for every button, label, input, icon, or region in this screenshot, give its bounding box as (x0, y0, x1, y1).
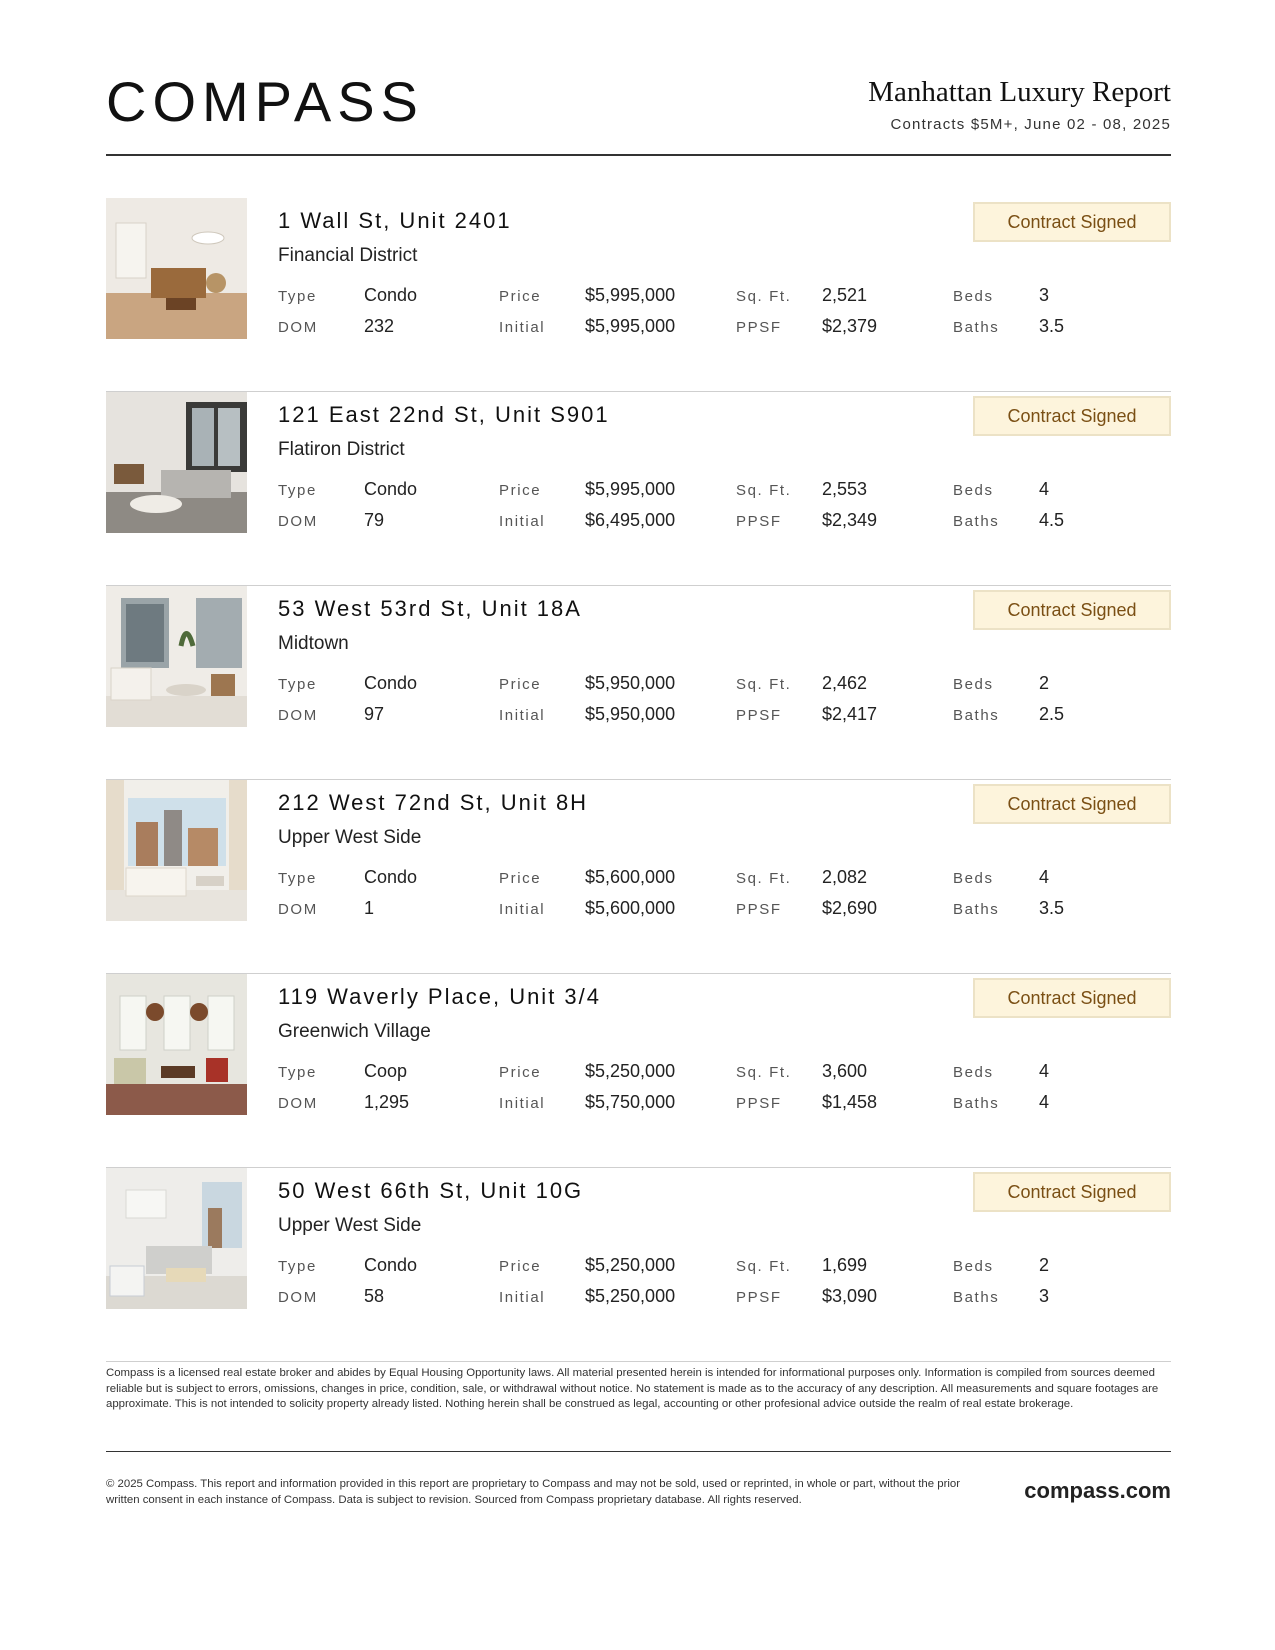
listing-card (106, 392, 1171, 586)
dom-label: DOM (278, 513, 318, 530)
listing-photo (106, 198, 247, 339)
listing-card (106, 780, 1171, 974)
baths-label: Baths (953, 1289, 1000, 1306)
listing-photo-image (106, 1168, 247, 1309)
initial-value: $5,600,000 (585, 898, 676, 918)
listing-card (106, 974, 1171, 1168)
listing-photo (106, 586, 247, 727)
initial-label: Initial (499, 513, 546, 530)
baths-label: Baths (953, 319, 1000, 336)
listings (106, 198, 1171, 1362)
listing-photo-image (106, 974, 247, 1115)
beds-label: Beds (953, 676, 994, 693)
listing-photo-image (106, 198, 247, 339)
status-badge: Contract Signed (973, 396, 1171, 436)
type-label: Type (278, 1258, 317, 1275)
beds-value: 4 (1039, 479, 1050, 499)
report-subtitle: Contracts $5M+, June 02 - 08, 2025 (890, 116, 1171, 133)
ppsf-label: PPSF (736, 707, 782, 724)
stats-row-2 (278, 313, 1171, 344)
listing-photo (106, 1168, 247, 1309)
listing-card (106, 586, 1171, 780)
baths-value: 3.5 (1039, 898, 1065, 918)
dom-value: 97 (364, 704, 385, 724)
ppsf-value: $2,417 (822, 704, 878, 724)
type-label: Type (278, 676, 317, 693)
sqft-label: Sq. Ft. (736, 676, 792, 693)
baths-value: 3.5 (1039, 316, 1065, 336)
listing-address: 50 West 66th St, Unit 10G (278, 1178, 584, 1203)
type-label: Type (278, 1064, 317, 1081)
header-divider (106, 154, 1171, 156)
status-badge: Contract Signed (973, 978, 1171, 1018)
initial-value: $5,950,000 (585, 704, 676, 724)
stats-row-2 (278, 1283, 1171, 1314)
listing-stats (278, 1252, 1171, 1314)
dom-value: 232 (364, 316, 395, 336)
dom-label: DOM (278, 319, 318, 336)
price-label: Price (499, 482, 542, 499)
website-link[interactable]: compass.com (1024, 1478, 1171, 1503)
beds-value: 2 (1039, 1255, 1050, 1275)
listing-neighborhood: Financial District (278, 245, 418, 266)
ppsf-value: $2,690 (822, 898, 878, 918)
stats-row-2 (278, 507, 1171, 538)
dom-value: 1 (364, 898, 375, 918)
baths-value: 2.5 (1039, 704, 1065, 724)
initial-label: Initial (499, 1095, 546, 1112)
stats-row-1 (278, 1058, 1171, 1089)
baths-label: Baths (953, 901, 1000, 918)
baths-label: Baths (953, 513, 1000, 530)
initial-value: $5,250,000 (585, 1286, 676, 1306)
listing-neighborhood: Midtown (278, 633, 349, 654)
listing-neighborhood: Flatiron District (278, 439, 405, 460)
price-value: $5,950,000 (585, 673, 676, 693)
sqft-value: 2,462 (822, 673, 868, 693)
listing-address: 121 East 22nd St, Unit S901 (278, 402, 610, 427)
beds-value: 3 (1039, 285, 1050, 305)
ppsf-value: $2,349 (822, 510, 878, 530)
listing-stats (278, 670, 1171, 732)
price-value: $5,995,000 (585, 479, 676, 499)
listing-stats (278, 864, 1171, 926)
price-value: $5,995,000 (585, 285, 676, 305)
ppsf-label: PPSF (736, 513, 782, 530)
status-badge: Contract Signed (973, 202, 1171, 242)
price-value: $5,600,000 (585, 867, 676, 887)
sqft-label: Sq. Ft. (736, 870, 792, 887)
baths-value: 4 (1039, 1092, 1050, 1112)
listing-address: 53 West 53rd St, Unit 18A (278, 596, 582, 621)
type-label: Type (278, 482, 317, 499)
stats-row-1 (278, 282, 1171, 313)
baths-value: 4.5 (1039, 510, 1065, 530)
status-badge: Contract Signed (973, 590, 1171, 630)
listing-card (106, 198, 1171, 392)
ppsf-label: PPSF (736, 1289, 782, 1306)
type-value: Condo (364, 1255, 418, 1275)
listing-photo (106, 974, 247, 1115)
price-value: $5,250,000 (585, 1061, 676, 1081)
type-label: Type (278, 288, 317, 305)
price-label: Price (499, 676, 542, 693)
footer-divider (106, 1451, 1171, 1452)
beds-value: 4 (1039, 867, 1050, 887)
dom-value: 79 (364, 510, 385, 530)
beds-label: Beds (953, 870, 994, 887)
type-value: Condo (364, 285, 418, 305)
ppsf-value: $1,458 (822, 1092, 878, 1112)
disclaimer-text: Compass is a licensed real estate broker and abides by Equal Housing Opportunity laws. All material presented herein is intended for informational purposes only. Information is compiled from sources deemed reliable but is subject to errors, omissions, changes in price, condition, sale, or withdrawal without notice. No statement is made as to the accuracy of any description. All measurements and square footages are approximate. This is not intended to solicity property already listed. Nothing herein shall be construed as legal, accounting or other profesional advice outside the realm of real estate brokerage. (106, 1367, 1159, 1410)
type-value: Condo (364, 673, 418, 693)
listing-photo (106, 780, 247, 921)
stats-row-2 (278, 701, 1171, 732)
initial-label: Initial (499, 901, 546, 918)
dom-label: DOM (278, 901, 318, 918)
listing-stats (278, 476, 1171, 538)
initial-value: $5,995,000 (585, 316, 676, 336)
price-value: $5,250,000 (585, 1255, 676, 1275)
type-label: Type (278, 870, 317, 887)
listing-address: 212 West 72nd St, Unit 8H (278, 790, 589, 815)
ppsf-label: PPSF (736, 1095, 782, 1112)
listing-address: 119 Waverly Place, Unit 3/4 (278, 984, 602, 1009)
price-label: Price (499, 1258, 542, 1275)
sqft-label: Sq. Ft. (736, 1258, 792, 1275)
stats-row-2 (278, 895, 1171, 926)
status-badge: Contract Signed (973, 784, 1171, 824)
dom-label: DOM (278, 707, 318, 724)
price-label: Price (499, 288, 542, 305)
listing-neighborhood: Upper West Side (278, 827, 422, 848)
stats-row-1 (278, 670, 1171, 701)
beds-label: Beds (953, 1064, 994, 1081)
stats-row-2 (278, 1089, 1171, 1120)
stats-row-1 (278, 1252, 1171, 1283)
listing-stats (278, 1058, 1171, 1120)
type-value: Condo (364, 867, 418, 887)
dom-value: 58 (364, 1286, 385, 1306)
listing-photo-image (106, 586, 247, 727)
listing-neighborhood: Greenwich Village (278, 1021, 431, 1042)
ppsf-label: PPSF (736, 319, 782, 336)
type-value: Condo (364, 479, 418, 499)
initial-label: Initial (499, 707, 546, 724)
sqft-label: Sq. Ft. (736, 1064, 792, 1081)
dom-label: DOM (278, 1095, 318, 1112)
beds-value: 4 (1039, 1061, 1050, 1081)
stats-row-1 (278, 476, 1171, 507)
report-title: Manhattan Luxury Report (868, 76, 1171, 108)
initial-value: $6,495,000 (585, 510, 676, 530)
type-value: Coop (364, 1061, 408, 1081)
dom-value: 1,295 (364, 1092, 410, 1112)
dom-label: DOM (278, 1289, 318, 1306)
status-badge: Contract Signed (973, 1172, 1171, 1212)
beds-label: Beds (953, 288, 994, 305)
baths-value: 3 (1039, 1286, 1050, 1306)
initial-value: $5,750,000 (585, 1092, 676, 1112)
listing-address: 1 Wall St, Unit 2401 (278, 208, 512, 233)
sqft-value: 2,521 (822, 285, 868, 305)
beds-label: Beds (953, 1258, 994, 1275)
initial-label: Initial (499, 319, 546, 336)
price-label: Price (499, 1064, 542, 1081)
listing-photo-image (106, 780, 247, 921)
listing-neighborhood: Upper West Side (278, 1215, 422, 1236)
beds-value: 2 (1039, 673, 1050, 693)
listing-divider (106, 1361, 1171, 1362)
listing-photo-image (106, 392, 247, 533)
sqft-label: Sq. Ft. (736, 482, 792, 499)
ppsf-value: $2,379 (822, 316, 878, 336)
initial-label: Initial (499, 1289, 546, 1306)
sqft-value: 1,699 (822, 1255, 868, 1275)
sqft-value: 3,600 (822, 1061, 868, 1081)
listing-stats (278, 282, 1171, 344)
beds-label: Beds (953, 482, 994, 499)
price-label: Price (499, 870, 542, 887)
listing-photo (106, 392, 247, 533)
sqft-label: Sq. Ft. (736, 288, 792, 305)
baths-label: Baths (953, 707, 1000, 724)
ppsf-value: $3,090 (822, 1286, 878, 1306)
sqft-value: 2,082 (822, 867, 868, 887)
report-header (106, 70, 1171, 158)
copyright-text: © 2025 Compass. This report and information provided in this report are proprietary to Compass and may not be sold, used or reprinted, in whole or part, without the prior written consent in each instance of Compass. Data is subject to revision. Sourced from Compass proprietary database. All rights reserved. (106, 1478, 961, 1506)
listing-card (106, 1168, 1171, 1362)
ppsf-label: PPSF (736, 901, 782, 918)
compass-logo: COMPASS (106, 70, 424, 133)
baths-label: Baths (953, 1095, 1000, 1112)
stats-row-1 (278, 864, 1171, 895)
sqft-value: 2,553 (822, 479, 868, 499)
